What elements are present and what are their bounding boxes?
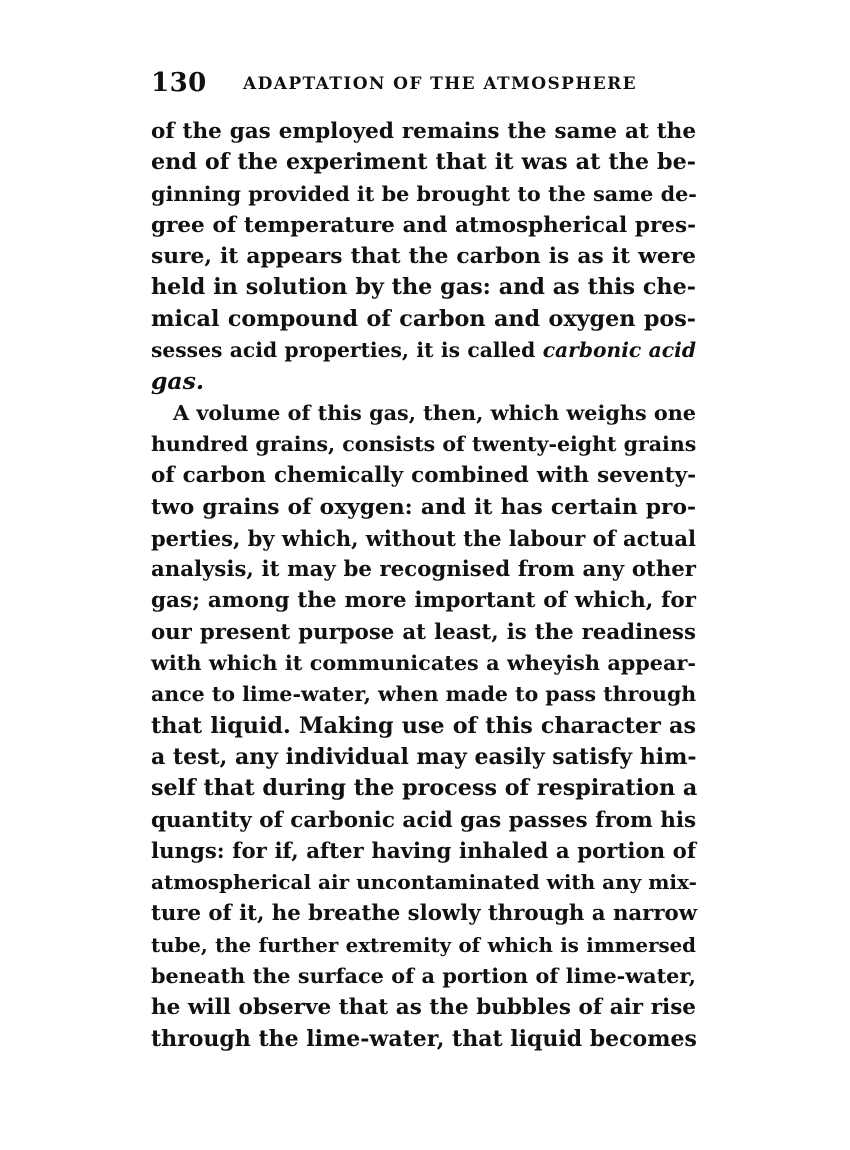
text-line: ance to lime-water, when made to pass through	[151, 682, 697, 707]
text-line: gas; among the more important of which, for	[151, 588, 696, 614]
italic-term: carbonic acid	[542, 338, 696, 363]
text-line: that liquid. Making use of this character as	[151, 712, 696, 739]
running-head	[151, 68, 696, 108]
text-line: mical compound of carbon and oxygen pos-	[151, 305, 696, 332]
page-number: 130	[151, 68, 207, 98]
text-line: he will observe that as the bubbles of air rise	[151, 995, 696, 1021]
running-title: ADAPTATION OF THE ATMOSPHERE	[243, 74, 638, 94]
text-line: analysis, it may be recognised from any other	[151, 557, 696, 583]
text-line: beneath the surface of a portion of lime-water,	[151, 964, 696, 989]
text-line: self that during the process of respiration a	[151, 775, 698, 802]
text-line: quantity of carbonic acid gas passes from his	[151, 807, 697, 833]
text-line: A volume of this gas, then, which weighs one	[173, 400, 696, 425]
text-segment: sesses acid properties, it is called	[151, 338, 536, 363]
text-line: ture of it, he breathe slowly through a narrow	[151, 901, 698, 927]
text-line: sure, it appears that the carbon is as it were	[151, 244, 696, 270]
text-line: our present purpose at least, is the readiness	[151, 619, 696, 645]
text-line: hundred grains, consists of twenty-eight grains	[151, 431, 697, 456]
text-line	[151, 366, 696, 397]
text-line	[151, 335, 696, 366]
text-line: gree of temperature and atmospherical pres-	[151, 212, 696, 238]
body-text	[151, 116, 696, 1055]
text-line: atmospherical air uncontaminated with any mix-	[151, 870, 697, 895]
text-line: lungs: for if, after having inhaled a portion of	[151, 838, 696, 864]
text-line: end of the experiment that it was at the be-	[151, 149, 696, 176]
text-line: perties, by which, without the labour of actual	[151, 525, 696, 551]
text-line: ginning provided it be brought to the same de-	[151, 181, 697, 206]
text-line: held in solution by the gas: and as this che-	[151, 274, 696, 301]
text-line: with which it communicates a wheyish appear-	[151, 651, 696, 676]
text-line: tube, the further extremity of which is immersed	[151, 932, 696, 957]
text-line: two grains of oxygen: and it has certain pro-	[151, 494, 696, 520]
text-line: a test, any individual may easily satisfy him-	[151, 743, 697, 770]
text-line: of the gas employed remains the same at the	[151, 119, 696, 144]
text-line: through the lime-water, that liquid becomes	[151, 1025, 697, 1052]
italic-term: gas.	[151, 367, 205, 396]
text-line: of carbon chemically combined with seventy-	[151, 463, 696, 489]
